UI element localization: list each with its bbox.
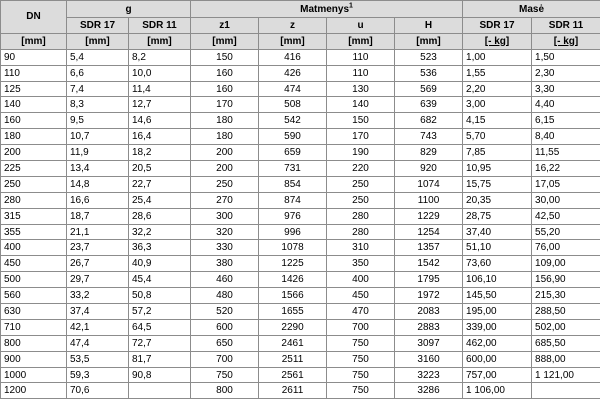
table-row <box>1 288 600 304</box>
cell-z1: 750 <box>191 367 259 383</box>
header-h: H <box>395 18 463 34</box>
cell-h: 1795 <box>395 272 463 288</box>
cell-z: 590 <box>259 129 327 145</box>
header-g-sdr11: SDR 11 <box>129 18 191 34</box>
cell-z: 2461 <box>259 335 327 351</box>
header-u: u <box>327 18 395 34</box>
cell-g-sdr17: 18,7 <box>67 208 129 224</box>
cell-mase-sdr17: 4,15 <box>463 113 532 129</box>
cell-z1: 160 <box>191 65 259 81</box>
cell-dn: 280 <box>1 192 67 208</box>
cell-mase-sdr17: 15,75 <box>463 176 532 192</box>
cell-mase-sdr17: 1,00 <box>463 49 532 65</box>
cell-z: 731 <box>259 161 327 177</box>
cell-mase-sdr17: 106,10 <box>463 272 532 288</box>
cell-mase-sdr11: 109,00 <box>532 256 600 272</box>
table-row <box>1 97 600 113</box>
cell-h: 569 <box>395 81 463 97</box>
cell-dn: 225 <box>1 161 67 177</box>
cell-mase-sdr11: 502,00 <box>532 319 600 335</box>
cell-dn: 450 <box>1 256 67 272</box>
cell-g-sdr11 <box>129 383 191 399</box>
cell-h: 1100 <box>395 192 463 208</box>
table-row <box>1 65 600 81</box>
cell-z1: 460 <box>191 272 259 288</box>
cell-h: 920 <box>395 161 463 177</box>
cell-g-sdr11: 25,4 <box>129 192 191 208</box>
cell-h: 1074 <box>395 176 463 192</box>
cell-h: 1357 <box>395 240 463 256</box>
cell-g-sdr17: 16,6 <box>67 192 129 208</box>
cell-mase-sdr11: 6,15 <box>532 113 600 129</box>
cell-z: 1566 <box>259 288 327 304</box>
cell-h: 682 <box>395 113 463 129</box>
cell-z1: 320 <box>191 224 259 240</box>
cell-u: 220 <box>327 161 395 177</box>
header-z1: z1 <box>191 18 259 34</box>
cell-g-sdr11: 36,3 <box>129 240 191 256</box>
cell-g-sdr17: 42,1 <box>67 319 129 335</box>
cell-g-sdr11: 81,7 <box>129 351 191 367</box>
cell-h: 1542 <box>395 256 463 272</box>
cell-dn: 900 <box>1 351 67 367</box>
table-row <box>1 240 600 256</box>
cell-u: 250 <box>327 192 395 208</box>
cell-z1: 520 <box>191 304 259 320</box>
cell-mase-sdr11: 3,30 <box>532 81 600 97</box>
cell-u: 110 <box>327 49 395 65</box>
cell-u: 750 <box>327 335 395 351</box>
header-matmenys-text: Matmenys <box>300 3 350 15</box>
cell-g-sdr11: 8,2 <box>129 49 191 65</box>
cell-h: 3286 <box>395 383 463 399</box>
cell-z1: 650 <box>191 335 259 351</box>
header-matmenys <box>191 1 463 18</box>
cell-dn: 500 <box>1 272 67 288</box>
cell-h: 3223 <box>395 367 463 383</box>
table-row <box>1 319 600 335</box>
cell-u: 470 <box>327 304 395 320</box>
cell-g-sdr11: 50,8 <box>129 288 191 304</box>
cell-z1: 160 <box>191 81 259 97</box>
cell-mase-sdr11: 215,30 <box>532 288 600 304</box>
cell-h: 639 <box>395 97 463 113</box>
cell-g-sdr11: 57,2 <box>129 304 191 320</box>
cell-z: 2611 <box>259 383 327 399</box>
cell-dn: 90 <box>1 49 67 65</box>
table-body <box>1 49 600 399</box>
cell-z: 874 <box>259 192 327 208</box>
table-row <box>1 113 600 129</box>
table-row <box>1 256 600 272</box>
cell-mase-sdr11: 16,22 <box>532 161 600 177</box>
cell-u: 750 <box>327 351 395 367</box>
cell-mase-sdr17: 462,00 <box>463 335 532 351</box>
cell-mase-sdr11: 17,05 <box>532 176 600 192</box>
table-row <box>1 351 600 367</box>
cell-z: 474 <box>259 81 327 97</box>
unit-cell: [mm] <box>191 33 259 49</box>
cell-g-sdr17: 13,4 <box>67 161 129 177</box>
cell-mase-sdr17: 600,00 <box>463 351 532 367</box>
cell-u: 350 <box>327 256 395 272</box>
cell-z: 508 <box>259 97 327 113</box>
cell-z1: 170 <box>191 97 259 113</box>
cell-dn: 710 <box>1 319 67 335</box>
cell-mase-sdr11: 685,50 <box>532 335 600 351</box>
cell-mase-sdr17: 145,50 <box>463 288 532 304</box>
cell-mase-sdr17: 3,00 <box>463 97 532 113</box>
cell-dn: 400 <box>1 240 67 256</box>
unit-cell: [- kg] <box>463 33 532 49</box>
unit-cell: [mm] <box>1 33 67 49</box>
cell-dn: 110 <box>1 65 67 81</box>
cell-z1: 600 <box>191 319 259 335</box>
cell-dn: 800 <box>1 335 67 351</box>
cell-u: 110 <box>327 65 395 81</box>
cell-u: 280 <box>327 208 395 224</box>
cell-mase-sdr11: 1 121,00 <box>532 367 600 383</box>
cell-u: 750 <box>327 367 395 383</box>
cell-g-sdr17: 7,4 <box>67 81 129 97</box>
cell-dn: 355 <box>1 224 67 240</box>
cell-g-sdr17: 37,4 <box>67 304 129 320</box>
cell-dn: 560 <box>1 288 67 304</box>
cell-z: 854 <box>259 176 327 192</box>
cell-mase-sdr17: 2,20 <box>463 81 532 97</box>
unit-cell: [mm] <box>129 33 191 49</box>
cell-u: 750 <box>327 383 395 399</box>
cell-mase-sdr11: 55,20 <box>532 224 600 240</box>
cell-z: 1655 <box>259 304 327 320</box>
header-mase-sdr17: SDR 17 <box>463 18 532 34</box>
cell-mase-sdr11: 2,30 <box>532 65 600 81</box>
header-g-sdr17: SDR 17 <box>67 18 129 34</box>
cell-z: 2561 <box>259 367 327 383</box>
cell-u: 450 <box>327 288 395 304</box>
cell-g-sdr11: 32,2 <box>129 224 191 240</box>
cell-dn: 200 <box>1 145 67 161</box>
cell-mase-sdr11: 288,50 <box>532 304 600 320</box>
cell-z1: 300 <box>191 208 259 224</box>
table-row <box>1 335 600 351</box>
cell-mase-sdr11: 42,50 <box>532 208 600 224</box>
cell-mase-sdr17: 7,85 <box>463 145 532 161</box>
cell-mase-sdr17: 51,10 <box>463 240 532 256</box>
cell-mase-sdr11: 156,90 <box>532 272 600 288</box>
cell-mase-sdr17: 757,00 <box>463 367 532 383</box>
cell-z1: 380 <box>191 256 259 272</box>
cell-u: 280 <box>327 224 395 240</box>
cell-z1: 250 <box>191 176 259 192</box>
cell-z1: 150 <box>191 49 259 65</box>
cell-z: 2290 <box>259 319 327 335</box>
cell-z1: 270 <box>191 192 259 208</box>
cell-g-sdr11: 18,2 <box>129 145 191 161</box>
cell-g-sdr11: 14,6 <box>129 113 191 129</box>
cell-g-sdr11: 22,7 <box>129 176 191 192</box>
cell-g-sdr17: 53,5 <box>67 351 129 367</box>
cell-z: 1426 <box>259 272 327 288</box>
cell-z: 1225 <box>259 256 327 272</box>
cell-mase-sdr17: 28,75 <box>463 208 532 224</box>
cell-mase-sdr11: 888,00 <box>532 351 600 367</box>
table-row <box>1 224 600 240</box>
cell-dn: 140 <box>1 97 67 113</box>
cell-u: 190 <box>327 145 395 161</box>
cell-g-sdr17: 6,6 <box>67 65 129 81</box>
cell-g-sdr17: 8,3 <box>67 97 129 113</box>
cell-h: 743 <box>395 129 463 145</box>
cell-g-sdr17: 23,7 <box>67 240 129 256</box>
cell-g-sdr11: 28,6 <box>129 208 191 224</box>
cell-mase-sdr17: 5,70 <box>463 129 532 145</box>
cell-g-sdr17: 47,4 <box>67 335 129 351</box>
header-row-units <box>1 33 600 49</box>
cell-mase-sdr11: 1,50 <box>532 49 600 65</box>
table-row <box>1 383 600 399</box>
cell-h: 536 <box>395 65 463 81</box>
cell-mase-sdr17: 73,60 <box>463 256 532 272</box>
header-dn: DN <box>1 1 67 34</box>
cell-u: 310 <box>327 240 395 256</box>
cell-h: 2083 <box>395 304 463 320</box>
cell-g-sdr11: 16,4 <box>129 129 191 145</box>
cell-g-sdr11: 40,9 <box>129 256 191 272</box>
unit-cell: [- kg] <box>532 33 600 49</box>
cell-mase-sdr17: 37,40 <box>463 224 532 240</box>
cell-g-sdr17: 59,3 <box>67 367 129 383</box>
table-row <box>1 272 600 288</box>
cell-dn: 315 <box>1 208 67 224</box>
cell-mase-sdr17: 10,95 <box>463 161 532 177</box>
cell-g-sdr17: 26,7 <box>67 256 129 272</box>
cell-z1: 480 <box>191 288 259 304</box>
table-row <box>1 176 600 192</box>
cell-g-sdr11: 45,4 <box>129 272 191 288</box>
table-row <box>1 367 600 383</box>
cell-mase-sdr17: 1 106,00 <box>463 383 532 399</box>
table-row <box>1 145 600 161</box>
cell-g-sdr11: 90,8 <box>129 367 191 383</box>
unit-cell: [mm] <box>327 33 395 49</box>
cell-mase-sdr11: 76,00 <box>532 240 600 256</box>
cell-h: 1229 <box>395 208 463 224</box>
table-row <box>1 192 600 208</box>
cell-z: 976 <box>259 208 327 224</box>
cell-g-sdr11: 11,4 <box>129 81 191 97</box>
cell-u: 140 <box>327 97 395 113</box>
cell-z1: 700 <box>191 351 259 367</box>
cell-dn: 1000 <box>1 367 67 383</box>
cell-g-sdr11: 12,7 <box>129 97 191 113</box>
cell-g-sdr17: 70,6 <box>67 383 129 399</box>
cell-u: 700 <box>327 319 395 335</box>
table-row <box>1 81 600 97</box>
cell-h: 3097 <box>395 335 463 351</box>
cell-h: 1972 <box>395 288 463 304</box>
cell-dn: 125 <box>1 81 67 97</box>
cell-mase-sdr11: 8,40 <box>532 129 600 145</box>
header-mase: Masė <box>463 1 600 18</box>
cell-u: 130 <box>327 81 395 97</box>
cell-mase-sdr17: 1,55 <box>463 65 532 81</box>
cell-z: 1078 <box>259 240 327 256</box>
header-z: z <box>259 18 327 34</box>
table-row <box>1 49 600 65</box>
cell-g-sdr17: 11,9 <box>67 145 129 161</box>
cell-h: 2883 <box>395 319 463 335</box>
table-row <box>1 304 600 320</box>
header-matmenys-footnote: 1 <box>349 2 353 10</box>
cell-z1: 800 <box>191 383 259 399</box>
cell-u: 150 <box>327 113 395 129</box>
cell-mase-sdr11 <box>532 383 600 399</box>
cell-g-sdr17: 29,7 <box>67 272 129 288</box>
cell-mase-sdr17: 339,00 <box>463 319 532 335</box>
cell-g-sdr17: 10,7 <box>67 129 129 145</box>
cell-u: 170 <box>327 129 395 145</box>
header-row-group <box>1 1 600 18</box>
cell-g-sdr11: 10,0 <box>129 65 191 81</box>
cell-dn: 250 <box>1 176 67 192</box>
cell-g-sdr17: 9,5 <box>67 113 129 129</box>
cell-g-sdr11: 72,7 <box>129 335 191 351</box>
cell-dn: 180 <box>1 129 67 145</box>
cell-mase-sdr11: 30,00 <box>532 192 600 208</box>
cell-h: 1254 <box>395 224 463 240</box>
cell-h: 523 <box>395 49 463 65</box>
cell-z: 426 <box>259 65 327 81</box>
header-mase-sdr11: SDR 11 <box>532 18 600 34</box>
cell-g-sdr17: 21,1 <box>67 224 129 240</box>
cell-g-sdr17: 5,4 <box>67 49 129 65</box>
cell-z: 416 <box>259 49 327 65</box>
header-g: g <box>67 1 191 18</box>
cell-z1: 330 <box>191 240 259 256</box>
cell-g-sdr11: 20,5 <box>129 161 191 177</box>
cell-g-sdr17: 14,8 <box>67 176 129 192</box>
cell-h: 3160 <box>395 351 463 367</box>
cell-dn: 160 <box>1 113 67 129</box>
cell-z1: 200 <box>191 161 259 177</box>
cell-g-sdr11: 64,5 <box>129 319 191 335</box>
cell-g-sdr17: 33,2 <box>67 288 129 304</box>
cell-z: 996 <box>259 224 327 240</box>
cell-z1: 200 <box>191 145 259 161</box>
table-row <box>1 129 600 145</box>
cell-z: 542 <box>259 113 327 129</box>
unit-cell: [mm] <box>259 33 327 49</box>
table-row <box>1 161 600 177</box>
cell-h: 829 <box>395 145 463 161</box>
cell-dn: 1200 <box>1 383 67 399</box>
table-row <box>1 208 600 224</box>
cell-z1: 180 <box>191 129 259 145</box>
cell-mase-sdr17: 195,00 <box>463 304 532 320</box>
cell-mase-sdr17: 20,35 <box>463 192 532 208</box>
cell-z: 659 <box>259 145 327 161</box>
cell-mase-sdr11: 4,40 <box>532 97 600 113</box>
cell-z1: 180 <box>191 113 259 129</box>
unit-cell: [mm] <box>395 33 463 49</box>
cell-u: 250 <box>327 176 395 192</box>
unit-cell: [mm] <box>67 33 129 49</box>
header-row-columns <box>1 18 600 34</box>
cell-z: 2511 <box>259 351 327 367</box>
cell-u: 400 <box>327 272 395 288</box>
cell-mase-sdr11: 11,55 <box>532 145 600 161</box>
cell-dn: 630 <box>1 304 67 320</box>
